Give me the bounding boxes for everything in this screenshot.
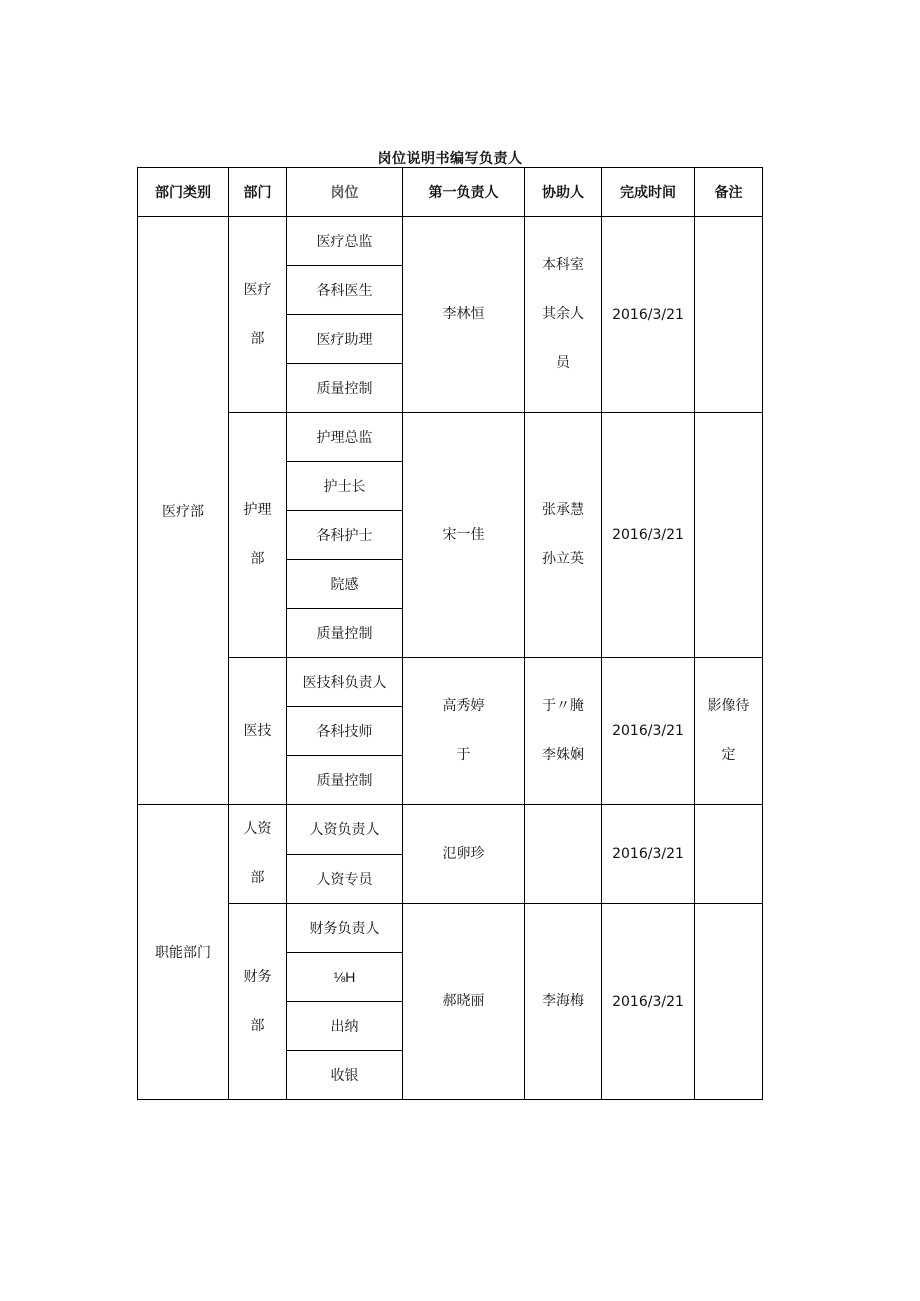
dept-cell — [229, 413, 287, 658]
remark-cell — [695, 658, 763, 805]
assist-cell-line: 其余人 — [542, 306, 584, 322]
finish-date-cell: 2016/3/21 — [602, 658, 695, 805]
lead-cell — [403, 413, 525, 658]
assist-cell — [525, 805, 602, 904]
table-row — [138, 413, 763, 462]
remark-cell — [695, 217, 763, 413]
remark-cell — [695, 904, 763, 1100]
finish-date-cell: 2016/3/21 — [602, 805, 695, 904]
dept-cell — [229, 805, 287, 904]
header-row — [138, 168, 763, 217]
header-category: 部门类别 — [138, 168, 229, 217]
dept-cell-line: 部 — [250, 1017, 265, 1034]
post-cell: 各科护士 — [287, 511, 403, 560]
dept-cell-line: 财务 — [243, 968, 272, 985]
post-cell: 护理总监 — [287, 413, 403, 462]
post-cell: 医疗助理 — [287, 315, 403, 364]
lead-cell-line: 李林恒 — [442, 306, 485, 322]
assist-cell-line: 本科室 — [542, 257, 584, 273]
header-dept: 部门 — [229, 168, 287, 217]
table-row — [138, 658, 763, 707]
post-cell: 医疗总监 — [287, 217, 403, 266]
post-cell: 质量控制 — [287, 364, 403, 413]
dept-cell-line: 护理 — [243, 502, 272, 518]
table-row — [138, 904, 763, 953]
assist-cell-line: 于〃腌 — [542, 698, 584, 714]
lead-cell-line: 氾卵珍 — [442, 845, 485, 862]
post-cell: 护士长 — [287, 462, 403, 511]
category-cell: 职能部门 — [138, 805, 229, 1100]
assist-cell — [525, 413, 602, 658]
dept-cell — [229, 658, 287, 805]
post-cell: 财务负责人 — [287, 904, 403, 953]
lead-cell — [403, 805, 525, 904]
assist-cell-line: 李海梅 — [542, 993, 584, 1009]
dept-cell-line: 医技 — [243, 722, 272, 739]
lead-cell — [403, 904, 525, 1100]
post-cell: 医技科负责人 — [287, 658, 403, 707]
post-cell: ⅛H — [287, 953, 403, 1002]
lead-cell-line: 于 — [456, 747, 471, 763]
header-finish: 完成时间 — [602, 168, 695, 217]
post-cell: 出纳 — [287, 1002, 403, 1051]
dept-cell-line: 医疗 — [243, 281, 272, 298]
responsibility-table — [137, 167, 763, 1100]
post-cell: 收银 — [287, 1051, 403, 1100]
finish-date-cell: 2016/3/21 — [602, 217, 695, 413]
post-cell: 质量控制 — [287, 609, 403, 658]
dept-cell — [229, 217, 287, 413]
lead-cell — [403, 217, 525, 413]
table-row — [138, 217, 763, 266]
post-cell: 各科技师 — [287, 707, 403, 756]
category-cell: 医疗部 — [138, 217, 229, 805]
lead-cell — [403, 658, 525, 805]
header-lead: 第一负责人 — [403, 168, 525, 217]
assist-cell-line: 员 — [556, 355, 570, 371]
header-assist: 协助人 — [525, 168, 602, 217]
lead-cell-line: 郝晓丽 — [442, 993, 485, 1009]
lead-cell-line: 宋一佳 — [442, 526, 485, 543]
finish-date-cell: 2016/3/21 — [602, 904, 695, 1100]
header-post: 岗位 — [287, 168, 403, 217]
header-remark: 备注 — [695, 168, 763, 217]
dept-cell — [229, 904, 287, 1100]
assist-cell-line: 孙立英 — [542, 551, 584, 567]
assist-cell — [525, 217, 602, 413]
dept-cell-line: 部 — [250, 551, 265, 567]
remark-cell-line: 影像待 — [707, 698, 750, 714]
dept-cell-line: 部 — [250, 870, 265, 886]
post-cell: 质量控制 — [287, 756, 403, 805]
assist-cell-line: 张承慧 — [542, 502, 584, 518]
table-body — [138, 217, 763, 1100]
finish-date-cell: 2016/3/21 — [602, 413, 695, 658]
assist-cell — [525, 658, 602, 805]
post-cell: 各科医生 — [287, 266, 403, 315]
table-row — [138, 805, 763, 855]
remark-cell-line: 定 — [721, 747, 736, 763]
post-cell: 人资专员 — [287, 854, 403, 904]
post-cell: 人资负责人 — [287, 805, 403, 855]
dept-cell-line: 部 — [250, 330, 265, 347]
remark-cell — [695, 413, 763, 658]
dept-cell-line: 人资 — [243, 821, 272, 837]
assist-cell — [525, 904, 602, 1100]
document-title: 岗位说明书编写负责人 — [377, 151, 523, 167]
remark-cell — [695, 805, 763, 904]
assist-cell-line: 李姝娴 — [542, 747, 584, 763]
post-cell: 院感 — [287, 560, 403, 609]
lead-cell-line: 高秀婷 — [442, 698, 485, 714]
